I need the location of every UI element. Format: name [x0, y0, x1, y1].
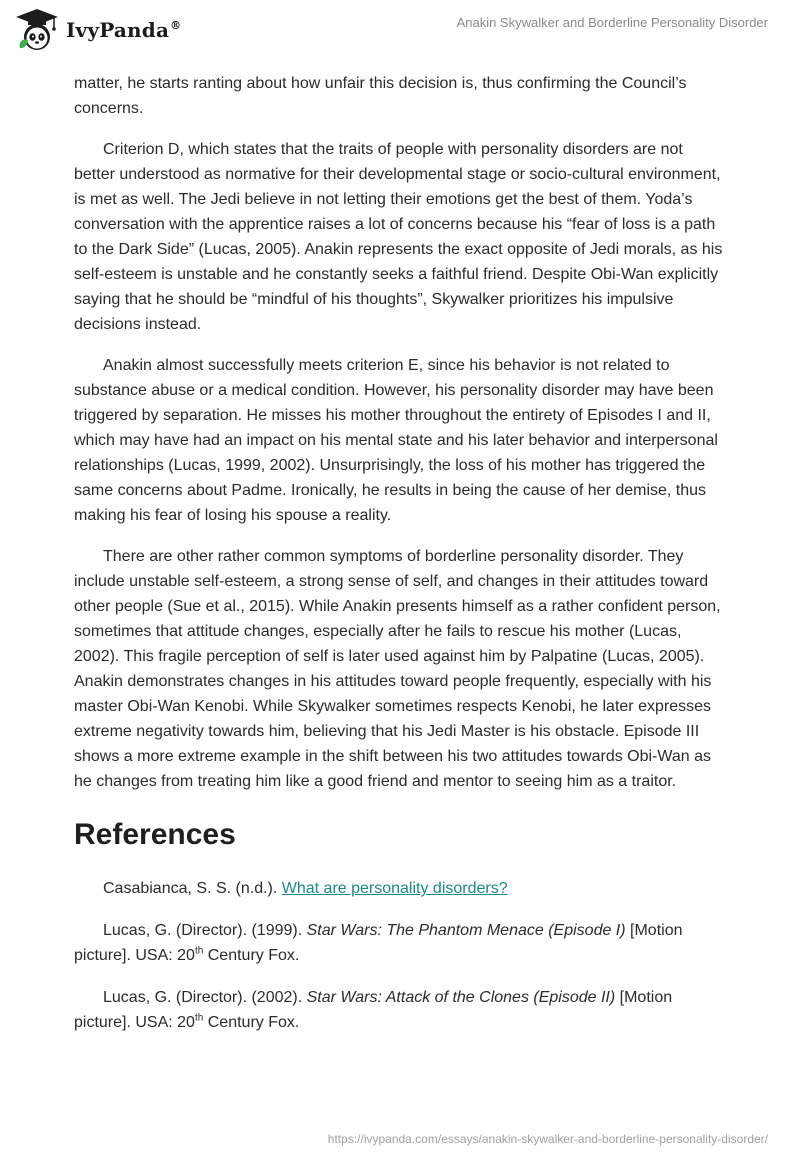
logo-wordmark: IvyPanda® — [66, 18, 182, 42]
ordinal-suffix: th — [194, 945, 204, 957]
reference-title: Star Wars: The Phantom Menace (Episode I) — [306, 922, 626, 939]
reference-item — [74, 918, 724, 968]
reference-author: Lucas, G. (Director). (2002). — [103, 989, 307, 1006]
references-heading: References — [74, 818, 236, 851]
footer-url[interactable]: https://ivypanda.com/essays/anakin-skywalker-and-borderline-personality-disorder/ — [327, 1132, 768, 1146]
reference-item — [74, 985, 724, 1035]
paragraph-criterion-e: Anakin almost successfully meets criterion E, since his behavior is not related to substance abuse or a medical condition. However, his personality disorder may have been triggered by separation. He misses his mother throughout the entirety of Episodes I and II, which may have had an impact on his mental state and his later behavior and interpersonal relationships (Lucas, 1999, 2002). Unsurprisingly, the loss of his mother has triggered the same concerns about Padme. Ironically, he results in being the cause of her demise, thus making his fear of losing his spouse a reality. — [74, 357, 718, 524]
reference-author: Lucas, G. (Director). (1999). — [103, 922, 307, 939]
paragraph-continued: matter, he starts ranting about how unfair this decision is, thus confirming the Council’s concerns. — [74, 75, 687, 117]
panda-graduate-icon — [14, 8, 60, 52]
paragraph-other-symptoms: There are other rather common symptoms of borderline personality disorder. They include unstable self-esteem, a strong sense of self, and changes in their attitudes toward other people (Sue et al., 2015). While Anakin presents himself as a rather confident person, sometimes that attitude changes, especially after he fails to rescue his mother (Lucas, 2002). This fragile perception of self is later used against him by Palpatine (Lucas, 2005). Anakin demonstrates changes in his attitudes toward people frequently, especially with his master Obi-Wan Kenobi. While Skywalker sometimes respects Kenobi, he later expresses extreme negativity towards him, believing that his Jedi Master is his obstacle. Episode III shows a more extreme example in the shift between his two attitudes towards Obi-Wan as he changes from treating him like a good friend and mentor to seeing him as a traitor. — [74, 548, 721, 790]
reference-publisher-end: Century Fox. — [203, 947, 300, 964]
ordinal-suffix: th — [194, 1012, 204, 1024]
reference-text: Casabianca, S. S. (n.d.). — [103, 880, 282, 897]
registered-mark: ® — [170, 19, 182, 33]
paragraph-criterion-d: Criterion D, which states that the traits of people with personality disorders are not better understood as normative for their developmental stage or socio-cultural environment, is met as well. The Jedi believe in not letting their emotions get the best of them. Yoda’s conversation with the apprentice raises a lot of concerns because his “fear of loss is a path to the Dark Side” (Lucas, 2005). Anakin represents the exact opposite of Jedi morals, as his self-esteem is unstable and he constantly seeks a faithful friend. Despite Obi-Wan explicitly saying that he should be “mindful of his thoughts”, Skywalker prioritizes his impulsive decisions instead. — [74, 141, 723, 333]
reference-publisher: [Motion picture]. USA: 20 — [74, 989, 673, 1031]
page-header — [0, 0, 800, 64]
essay-content — [74, 71, 724, 1035]
ivypanda-logo[interactable] — [14, 8, 181, 52]
reference-publisher-end: Century Fox. — [203, 1014, 300, 1031]
reference-title: Star Wars: Attack of the Clones (Episode II) — [306, 989, 616, 1006]
reference-publisher: [Motion picture]. USA: 20 — [74, 922, 683, 964]
reference-item — [74, 876, 724, 901]
reference-link[interactable]: What are personality disorders? — [281, 880, 508, 897]
document-title: Anakin Skywalker and Borderline Personality Disorder — [456, 15, 768, 30]
